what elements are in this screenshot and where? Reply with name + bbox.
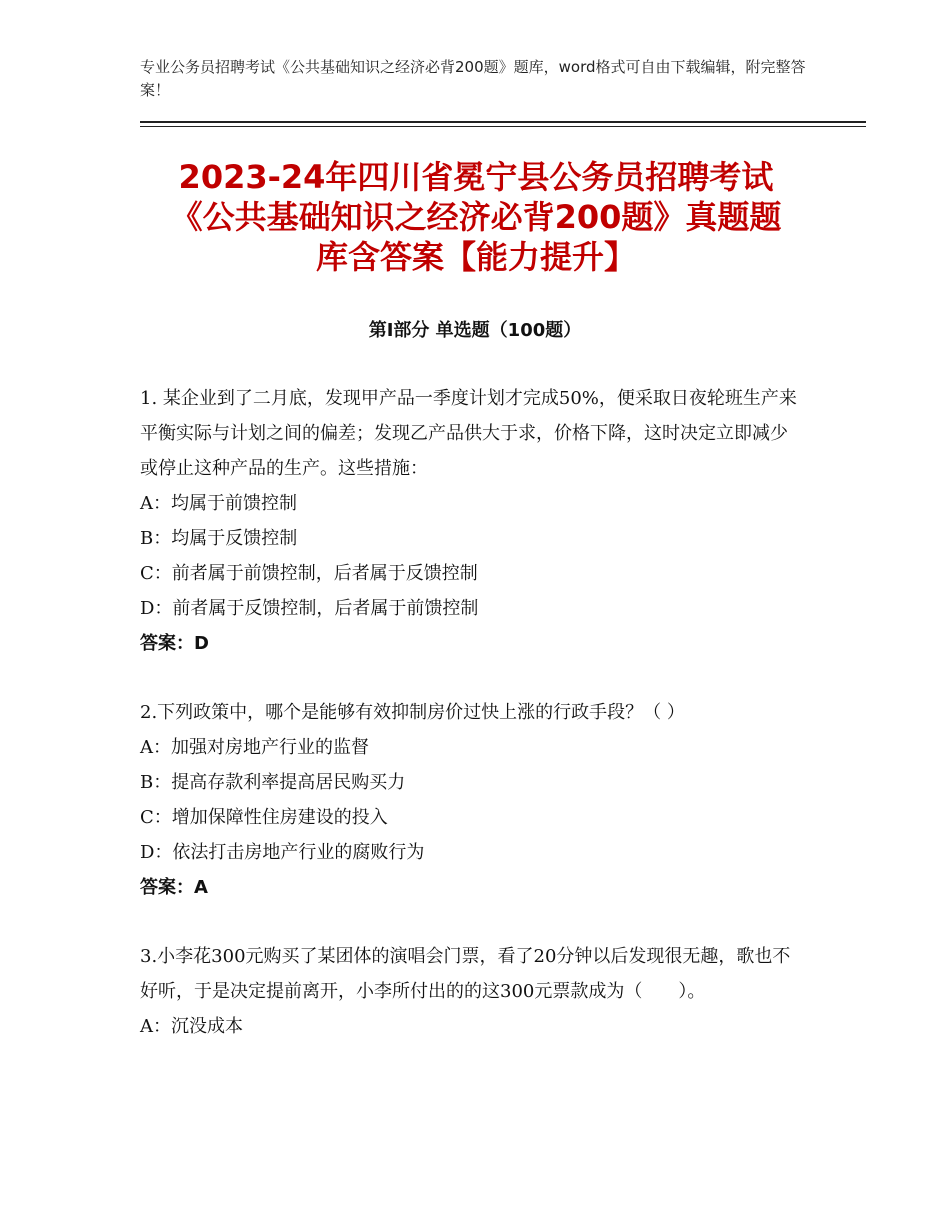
header-note: 专业公务员招聘考试《公共基础知识之经济必背200题》题库，word格式可自由下载编辑，附完整答案！ <box>140 58 806 99</box>
option-b: B：均属于反馈控制 <box>140 528 298 549</box>
title-line-3: 库含答案【能力提升】 <box>315 238 636 276</box>
header-divider-thick <box>140 121 866 123</box>
answer-line: 答案：A <box>140 877 208 898</box>
question-text: 1. 某企业到了二月底，发现甲产品一季度计划才完成50%，便采取日夜轮班生产来平衡实际与计划之间的偏差；发现乙产品供大于求，价格下降，这时决定立即减少或停止这种产品的生产。这些措施： <box>140 388 797 479</box>
title-line-2: 《公共基础知识之经济必背200题》真题题 <box>170 198 782 236</box>
question-text: 3.小李花300元购买了某团体的演唱会门票，看了20分钟以后发现很无趣，歌也不好听，于是决定提前离开，小李所付出的的这300元票款成为（ ）。 <box>140 946 791 1002</box>
option-d: D：依法打击房地产行业的腐败行为 <box>140 842 425 863</box>
header-divider-thin <box>140 126 866 127</box>
spacer <box>140 905 805 939</box>
title-line-1: 2023-24年四川省冕宁县公务员招聘考试 <box>178 158 774 196</box>
question-item <box>140 695 805 905</box>
option-a: A：加强对房地产行业的监督 <box>140 737 369 758</box>
option-a: A：均属于前馈控制 <box>140 493 297 514</box>
question-item <box>140 381 805 661</box>
option-c: C：增加保障性住房建设的投入 <box>140 807 388 828</box>
spacer <box>140 661 805 695</box>
document-title <box>110 157 842 277</box>
question-text: 2.下列政策中，哪个是能够有效抑制房价过快上涨的行政手段？（ ） <box>140 702 685 723</box>
question-list <box>140 381 805 1044</box>
section-heading: 第Ⅰ部分 单选题（100题） <box>368 320 582 341</box>
option-c: C：前者属于前馈控制，后者属于反馈控制 <box>140 563 478 584</box>
option-a: A：沉没成本 <box>140 1016 243 1037</box>
answer-line: 答案：D <box>140 633 209 654</box>
question-item <box>140 939 805 1044</box>
option-b: B：提高存款利率提高居民购买力 <box>140 772 406 793</box>
option-d: D：前者属于反馈控制，后者属于前馈控制 <box>140 598 479 619</box>
